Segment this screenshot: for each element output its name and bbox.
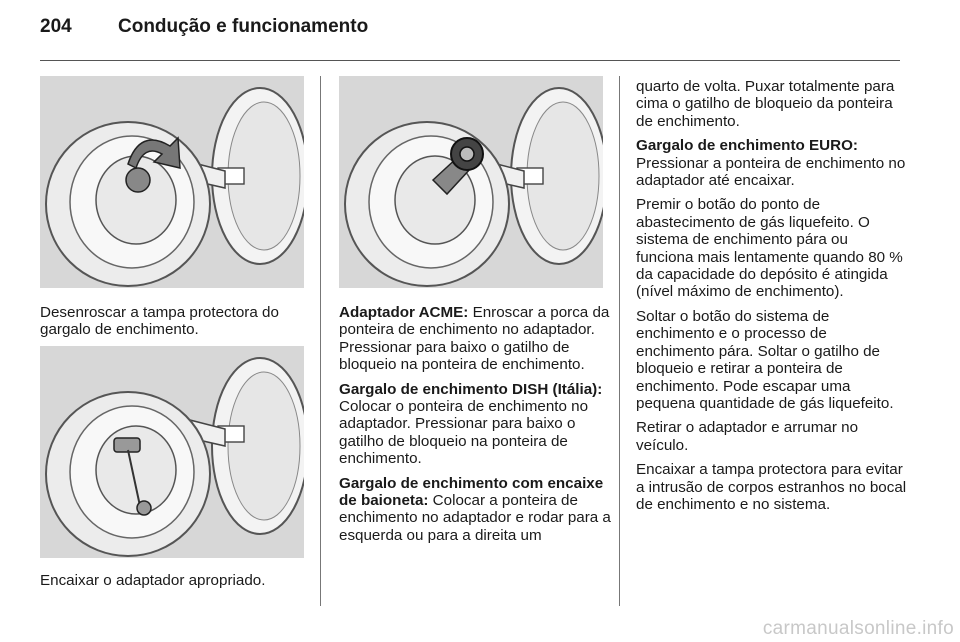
header-rule [40,60,900,61]
column-divider-2 [619,76,620,606]
figure-unscrew-cap [40,76,304,288]
column-divider-1 [320,76,321,606]
paragraph-acme: Adaptador ACME: Enroscar a porca da ponteira de enchimento no adaptador. Pressionar para baixo o gatilho de bloqueio na ponteira de enchimento. [339,304,610,374]
page-header [40,16,368,38]
watermark: carmanualsonline.info [762,618,954,639]
paragraph-fit-cap: Encaixar a tampa protectora para evitar a intrusão de corpos estranhos no bocal de enchimento e no sistema. [636,461,907,513]
paragraph-release-button: Soltar o botão do sistema de enchimento e o processo de enchimento pára. Soltar o gatilho de bloqueio e retirar a ponteira de enchimento. Pode escapar uma pequena quantidade de gás liquefeito. [636,307,894,412]
column-2-text [339,304,611,551]
figure-acme-adapter [339,76,603,288]
fuel-door-illustration [40,76,304,288]
paragraph-press-button: Premir o botão do ponto de abastecimento de gás liquefeito. O sistema de enchimento pára ou funciona mais lentamente quando 80 % da capacidade do depósito é atingida (nível máximo de enchimento). [636,196,903,301]
paragraph-quarter-turn: quarto de volta. Puxar totalmente para cima o gatilho de bloqueio da ponteira de enchimento. [636,78,895,130]
figure-fit-adapter [40,346,304,558]
caption-1: Desenroscar a tampa protectora do gargalo de enchimento. [40,304,279,339]
acme-nozzle-illustration [339,76,603,288]
paragraph-euro: Gargalo de enchimento EURO: Pressionar a ponteira de enchimento no adaptador até encaixar. [636,137,906,190]
paragraph-dish: Gargalo de enchimento DISH (Itália): Colocar o ponteira de enchimento no adaptador. Pressionar para baixo o gatilho de bloqueio na ponteira de enchimento. [339,380,603,468]
paragraph-bayonet: Gargalo de enchimento com encaixe de baioneta: Colocar a ponteira de enchimento no adaptador e rodar para a esquerda ou para a direita um [339,474,611,544]
page-number: 204 [40,16,72,37]
caption-2: Encaixar o adaptador apropriado. [40,572,266,589]
paragraph-remove-adapter: Retirar o adaptador e arrumar no veículo. [636,419,859,454]
column-3-text [636,78,908,520]
section-title: Condução e funcionamento [118,16,369,37]
fuel-door-adapter-illustration [40,346,304,558]
